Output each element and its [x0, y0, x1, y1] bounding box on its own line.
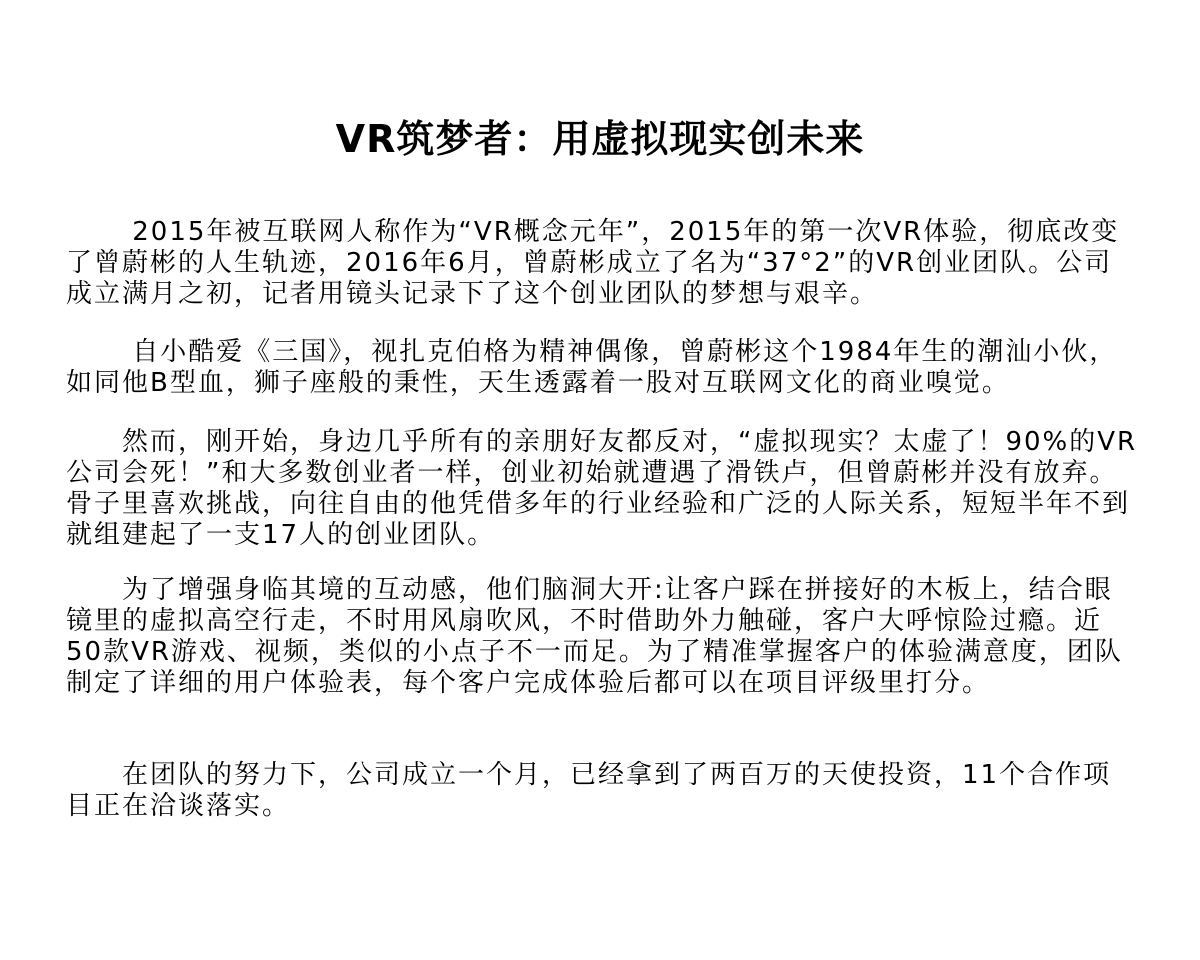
page-title: VR筑梦者：用虚拟现实创未来: [335, 117, 865, 161]
paragraph-4: 为了增强身临其境的互动感，他们脑洞大开:让客户踩在拼接好的木板上，结合眼镜里的虚拟高空行走，不时用风扇吹风，不时借助外力触碰，客户大呼惊险过瘾。近50款VR游戏、视频，类似的小点子不一而足。为了精准掌握客户的体验满意度，团队制定了详细的用户体验表，每个客户完成体验后都可以在项目评级里打分。: [66, 575, 1123, 698]
paragraph-5: 在团队的努力下，公司成立一个月，已经拿到了两百万的天使投资，11个合作项目正在洽谈落实。: [66, 760, 1112, 821]
paragraph-3: 然而，刚开始，身边几乎所有的亲朋好友都反对，“虚拟现实？太虚了！90%的VR公司会死！”和大多数创业者一样，创业初始就遭遇了滑铁卢，但曾蔚彬并没有放弃。骨子里喜欢挑战，向往自由的他凭借多年的行业经验和广泛的人际关系，短短半年不到就组建起了一支17人的创业团队。: [66, 427, 1138, 550]
paragraph-1: 2015年被互联网人称作为“VR概念元年”，2015年的第一次VR体验，彻底改变了曾蔚彬的人生轨迹，2016年6月，曾蔚彬成立了名为“37°2”的VR创业团队。公司成立满月之初，记者用镜头记录下了这个创业团队的梦想与艰辛。: [66, 217, 1120, 309]
paragraph-2: 自小酷爱《三国》，视扎克伯格为精神偶像，曾蔚彬这个1984年生的潮汕小伙，如同他B型血，狮子座般的秉性，天生透露着一股对互联网文化的商业嗅觉。: [66, 337, 1118, 398]
